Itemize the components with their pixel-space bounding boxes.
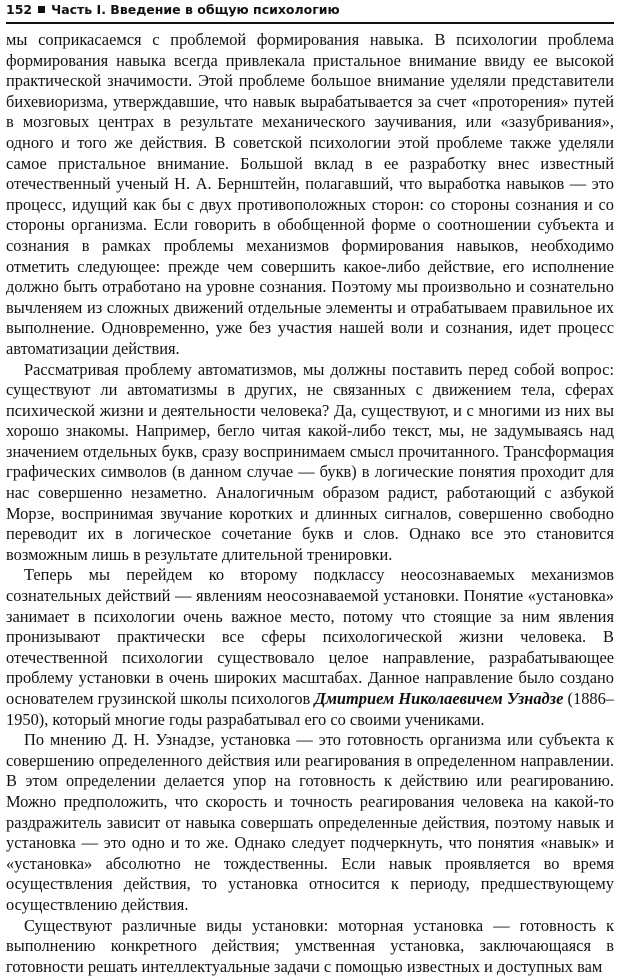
paragraph-2: Рассматривая проблему автоматизмов, мы должны поставить перед собой вопрос: существуют ли автоматизмы в других, не связанных с движением тела, сферах психической жизни и деятельности человека? Да, существуют, и с многими из них вы хорошо знакомы. Например, бегло читая какой-либо текст, мы, не задумываясь над значением отдельных букв, сразу воспринимаем смысл прочитанного. Трансформация графических символов (в данном случае — букв) в логические понятия проходит для нас совершенно незаметно. Аналогичным образом радист, работающий с азбукой Морзе, воспринимая звучание коротких и длинных сигналов, совершенно свободно переводит их в логическое сочетание букв и слов. Однако все это становится возможным лишь в результате длительной тренировки.	[6, 359, 614, 564]
paragraph-3-text-end: (1886–1950), который многие годы разрабатывал его со своими учениками.	[6, 689, 614, 729]
paragraph-3-text-start: Теперь мы перейдем ко второму подклассу неосознаваемых механизмов сознательных действий — явлениям неосознаваемой установки. Понятие «установка» занимает в психологии очень важное место, потому что стоящие за ним явления пронизывают практически все сферы психологической жизни человека. В отечественной психологии существовало целое направление, разрабатывающее проблему установки в очень широких масштабах. Данное направление было создано основателем грузинской школы психологов	[6, 565, 614, 708]
running-title: Часть I. Введение в общую психологию	[51, 2, 340, 17]
body-text	[6, 30, 614, 977]
running-header	[6, 0, 614, 24]
paragraph-5: Существуют различные виды установки: моторная установка — готовность к выполнению конкретного действия; умственная установка, заключающаяся в готовности решать интеллектуальные задачи с помощью известных и доступных вам	[6, 915, 614, 976]
paragraph-3	[6, 565, 614, 730]
emphasized-name: Дмитрием Николаевичем Узнадзе	[314, 689, 564, 708]
page-number: 152	[6, 2, 33, 17]
paragraph-1: мы соприкасаемся с проблемой формирования навыка. В психологии проблема формирования навыка всегда привлекала пристальное внимание ввиду ее высокой практической значимости. Этой проблеме большое внимание уделяли представители бихевиоризма, утверждавшие, что навык вырабатывается за счет «проторения» путей в мозговых центрах в результате механического заучивания, или «зазубривания», одного и того же действия. В советской психологии этой проблеме также уделяли самое пристальное внимание. Большой вклад в ее разработку внес известный отечественный ученый Н. А. Бернштейн, полагавший, что выработка навыков — это процесс, идущий как бы с двух противоположных сторон: со стороны сознания и со стороны организма. Если говорить в обобщенной форме о соотношении субъекта и сознания в рамках проблемы механизмов формирования навыков, необходимо отметить следующее: прежде чем совершить какое-либо действие, его исполнение должно быть отработано на уровне сознания. Поэтому мы произвольно и сознательно вычленяем из сложных движений отдельные элементы и отрабатываем правильное их выполнение. Одновременно, уже без участия нашей воли и сознания, идет процесс автоматизации действия.	[6, 30, 614, 358]
square-bullet-icon	[38, 6, 45, 13]
paragraph-4: По мнению Д. Н. Узнадзе, установка — это готовность организма или субъекта к совершению определенного действия или реагирования в определенном направлении. В этом определении делается упор на готовность к действию или реагированию. Можно предположить, что скорость и точность реагирования человека на какой-то раздражитель зависит от навыка совершать определенные действия, поэтому навык и установка — это одно и то же. Однако следует подчеркнуть, что понятия «навык» и «установка» абсолютно не тождественны. Если навык проявляется во время осуществления действия, то установка относится к периоду, предшествующему осуществлению действия.	[6, 730, 614, 914]
